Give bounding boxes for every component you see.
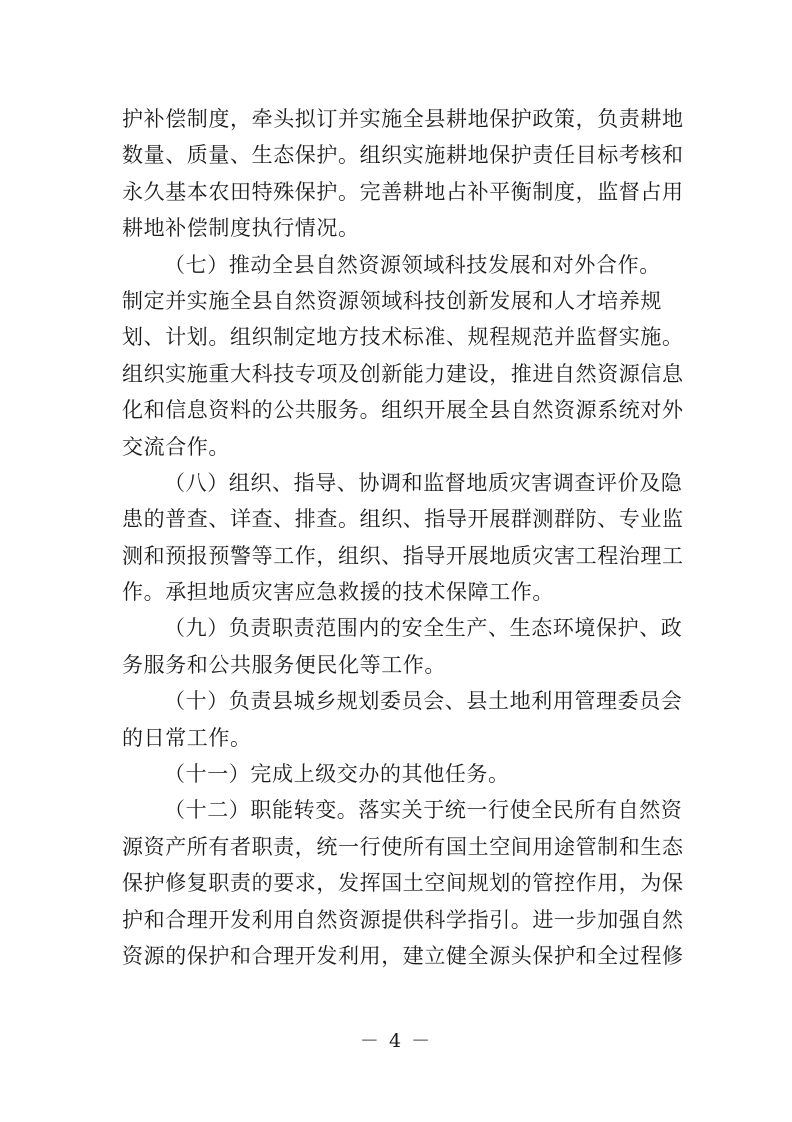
text-line: 患的普查、详查、排查。组织、指导开展群测群防、专业监 [122,507,684,532]
text-line: 的日常工作。 [122,725,252,750]
text-line: 制定并实施全县自然资源领域科技创新发展和人才培养规 [122,288,662,313]
text-line: 永久基本农田特殊保护。完善耕地占补平衡制度，监督占用 [122,179,684,204]
text-line: 划、计划。组织制定地方技术标准、规程规范并监督实施。 [122,325,684,350]
text-line: 源资产所有者职责，统一行使所有国土空间用途管制和生态 [122,834,684,859]
text-line: 数量、质量、生态保护。组织实施耕地保护责任目标考核和 [122,143,684,168]
text-line: 护补偿制度，牵头拟订并实施全县耕地保护政策，负责耕地 [122,107,684,131]
text-line: 作。承担地质灾害应急救援的技术保障工作。 [122,580,554,605]
text-line: （十二）职能转变。落实关于统一行使全民所有自然资 [164,798,683,823]
text-line: 保护修复职责的要求，发挥国土空间规划的管控作用，为保 [122,871,684,896]
text-line: 务服务和公共服务便民化等工作。 [122,652,446,677]
text-line: （十一）完成上级交办的其他任务。 [164,762,510,787]
page-number: － 4 － [359,1030,433,1052]
text-line: 测和预报预警等工作，组织、指导开展地质灾害工程治理工 [122,543,684,568]
text-line: （九）负责职责范围内的安全生产、生态环境保护、政 [164,616,683,641]
text-line: （七）推动全县自然资源领域科技发展和对外合作。 [164,252,661,277]
text-line: 化和信息资料的公共服务。组织开展全县自然资源系统对外 [122,398,684,423]
text-line: （八）组织、指导、协调和监督地质灾害调查评价及隐 [164,470,683,495]
text-line: 资源的保护和合理开发利用，建立健全源头保护和全过程修 [122,943,684,968]
text-line: 护和合理开发利用自然资源提供科学指引。进一步加强自然 [122,907,684,932]
text-line: 耕地补偿制度执行情况。 [122,216,360,241]
text-line: （十）负责县城乡规划委员会、县土地利用管理委员会 [164,689,683,714]
body-text [122,101,684,974]
text-line: 组织实施重大科技专项及创新能力建设，推进自然资源信息 [122,361,684,386]
text-line: 交流合作。 [122,434,230,459]
